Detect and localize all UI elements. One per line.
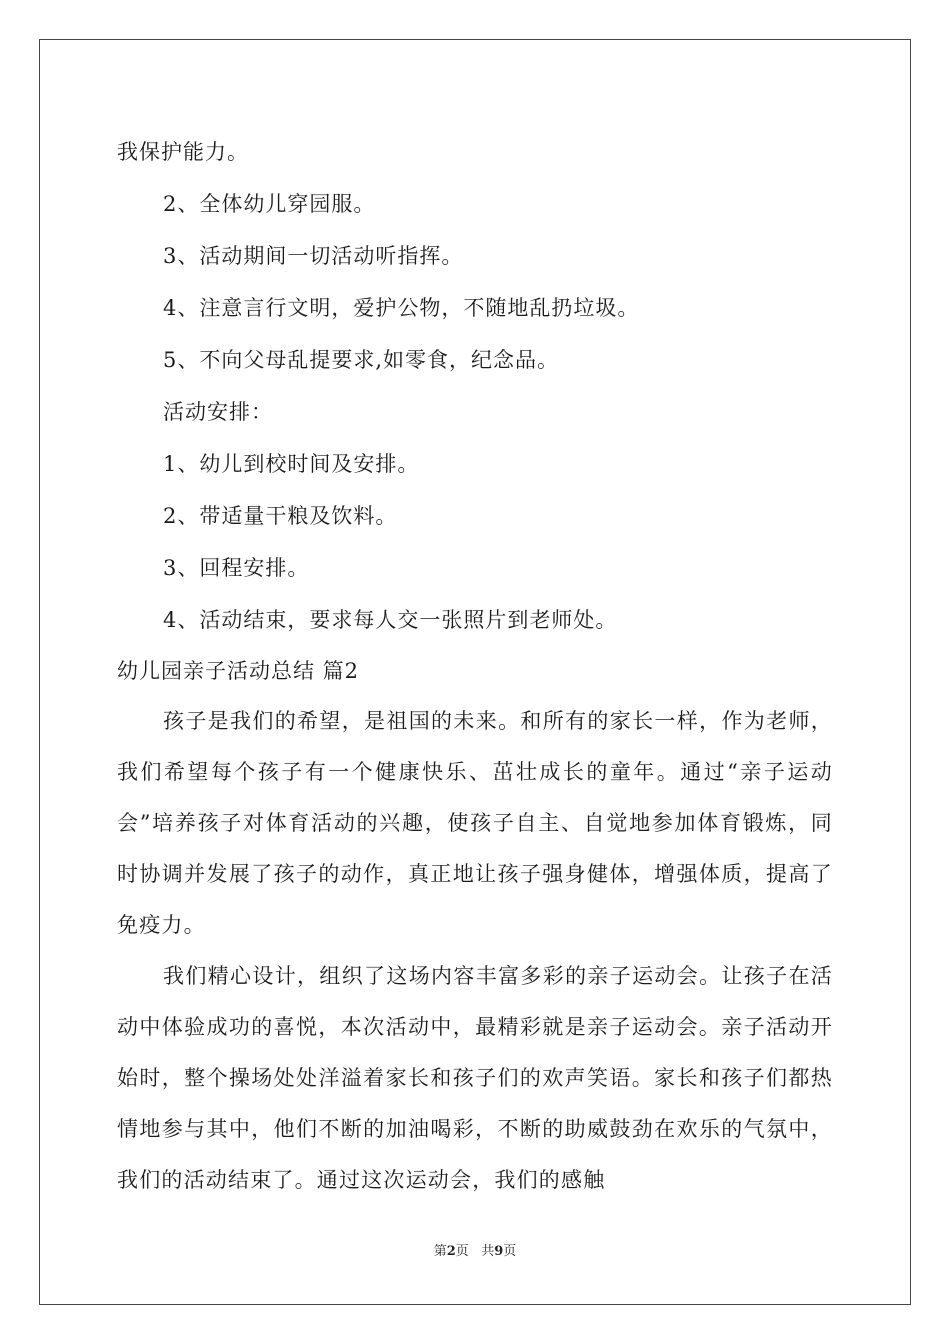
footer-page-suffix: 页 [455,1244,469,1259]
list-item: 5、不向父母乱提要求,如零食，纪念品。 [163,348,560,372]
page-footer [0,1242,950,1262]
footer-total-suffix: 页 [503,1244,517,1259]
paragraph: 我们精心设计，组织了这场内容丰富多彩的亲子运动会。让孩子在活动中体验成功的喜悦，本次活动中，最精彩就是亲子运动会。亲子活动开始时，整个操场处处洋溢着家长和孩子们的欢声笑语。家长和孩子们都热情地参与其中，他们不断的加油喝彩，不断的助威鼓劲在欢乐的气氛中，我们的活动结束了。通过这次运动会，我们的感触 [117,964,833,1192]
document-body [117,126,833,1206]
list-item: 4、注意言行文明，爱护公物，不随地乱扔垃圾。 [163,296,640,320]
footer-total-prefix: 共 [481,1244,495,1259]
text-line: 我保护能力。 [117,140,249,164]
list-item: 3、回程安排。 [163,556,310,580]
list-item: 2、带适量干粮及饮料。 [163,504,398,528]
paragraph: 孩子是我们的希望，是祖国的未来。和所有的家长一样，作为老师，我们希望每个孩子有一个健康快乐、茁壮成长的童年。通过“亲子运动会”培养孩子对体育活动的兴趣，使孩子自主、自觉地参加体育锻炼，同时协调并发展了孩子的动作，真正地让孩子强身健体，增强体质，提高了免疫力。 [117,709,833,937]
list-item: 4、活动结束，要求每人交一张照片到老师处。 [163,608,618,632]
list-item: 1、幼儿到校时间及安排。 [163,452,420,476]
list-item: 2、全体幼儿穿园服。 [163,192,376,216]
section-heading: 幼儿园亲子活动总结 篇2 [117,659,360,683]
footer-prefix: 第 [433,1244,447,1259]
subheading-activity-arrangement: 活动安排： [163,400,273,424]
footer-page-number: 2 [446,1244,456,1259]
footer-total-pages: 9 [494,1244,504,1259]
list-item: 3、活动期间一切活动听指挥。 [163,244,464,268]
